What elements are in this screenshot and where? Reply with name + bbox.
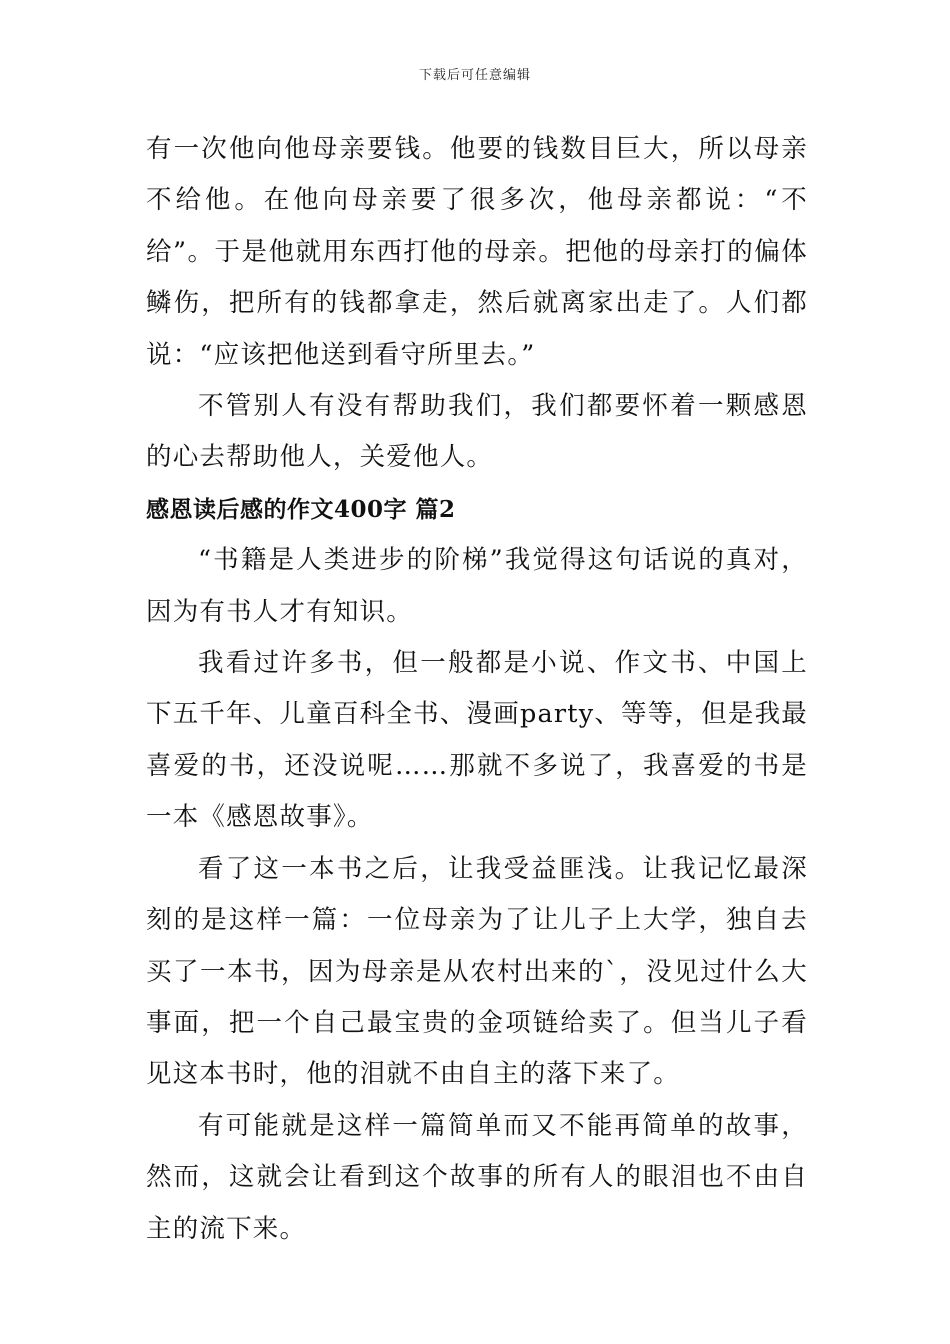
paragraph-gratitude: 不管别人有没有帮助我们，我们都要怀着一颗感恩的心去帮助他人，关爱他人。 <box>146 391 808 473</box>
paragraph-conclusion: 有可能就是这样一篇简单而又不能再简单的故事，然而，这就会让看到这个故事的所有人的眼泪也不由自主的流下来。 <box>146 1110 808 1244</box>
paragraph-story: 看了这一本书之后，让我受益匪浅。让我记忆最深刻的是这样一篇：一位母亲为了让儿子上大学，独自去买了一本书，因为母亲是从农村出来的`，没见过什么大事面，把一个自己最宝贵的金项链给卖了。但当儿子看见这本书时，他的泪就不由自主的落下来了。 <box>146 853 808 1090</box>
document-body <box>146 124 808 1255</box>
paragraph-continuation: 有一次他向他母亲要钱。他要的钱数目巨大，所以母亲不给他。在他向母亲要了很多次，他母亲都说：“不给”。于是他就用东西打他的母亲。把他的母亲打的偏体鳞伤，把所有的钱都拿走，然后就离家出走了。人们都说：“应该把他送到看守所里去。” <box>146 134 808 370</box>
section-title: 感恩读后感的作文400字 篇2 <box>146 495 456 523</box>
paragraph-books-read: 我看过许多书，但一般都是小说、作文书、中国上下五千年、儿童百科全书、漫画party、等等，但是我最喜爱的书，还没说呢……那就不多说了，我喜爱的书是一本《感恩故事》。 <box>146 648 808 833</box>
page-header: 下载后可任意编辑 <box>418 68 531 83</box>
paragraph-books-ladder: “书籍是人类进步的阶梯”我觉得这句话说的真对，因为有书人才有知识。 <box>146 545 808 627</box>
